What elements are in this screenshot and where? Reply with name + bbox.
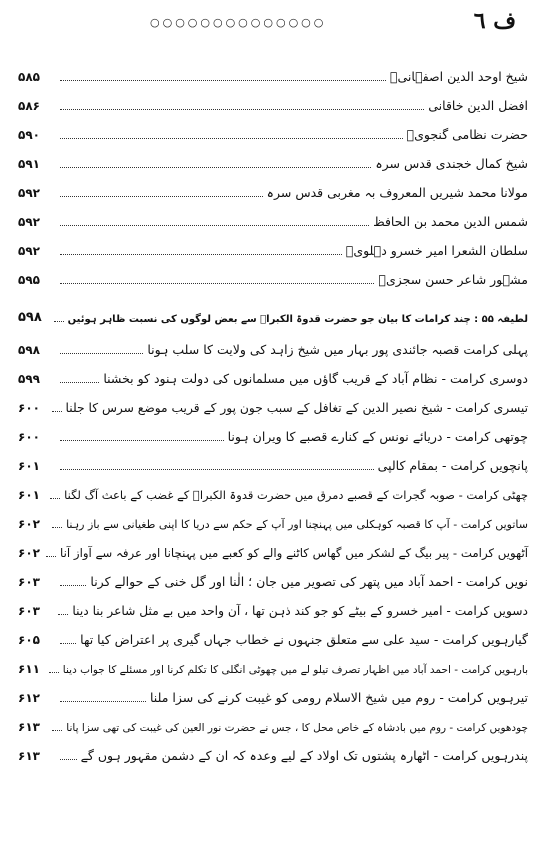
dot-leader [60,585,86,586]
toc-page-number: ۶۱۱ [18,662,40,676]
toc-page-number: ۵۹۵ [18,273,40,287]
toc-entry [18,93,528,115]
toc-item-title: نویں کرامت - احمد آباد میں پتھر کی تصویر میں جان ؛ الٰنا اور گل خنی کے حوالے کرنا [90,574,528,589]
toc-item-title: بارہویں کرامت - احمد آباد میں اظہار تصرف تیلو لے میں چھوٹی انگلی کا تکلم کرنا اور مسئلے کا جواب دینا [62,664,528,676]
toc-section-heading [18,305,528,327]
toc-entry-title: شمس الدین محمد بن الحافظ [373,214,528,229]
toc-page-number: ۶۰۳ [18,604,40,618]
dot-leader [52,730,62,731]
dot-leader [60,283,374,284]
toc-page-number: ۵۹۱ [18,157,40,171]
toc-item [18,366,528,388]
toc-item [18,714,528,736]
dot-leader [52,527,62,528]
toc-page-number: ۵۹۲ [18,215,40,229]
toc-page-number: ۶۰۰ [18,401,40,415]
dot-leader [60,382,99,383]
toc-page-number: ۵۹۸ [18,310,42,325]
toc-item [18,482,528,504]
toc-item [18,598,528,620]
dot-leader [54,321,64,322]
toc-entry-title: مشہور شاعر حسن سجزیؒ [378,272,528,287]
toc-item-title: تیسری کرامت - شیخ نصیر الدین کے تغافل کے سبب جون پور کے قریب موضع سرس کا جلنا [65,401,528,415]
toc-entry [18,122,528,144]
toc-entry-title: سلطان الشعرا امیر خسرو دہلویؒ [345,243,528,258]
toc-page-number: ۶۰۱ [18,488,40,502]
toc-entry [18,151,528,173]
toc-entry-title: شیخ اوحد الدین اصفہانیؒ [390,69,528,84]
toc-entry [18,209,528,231]
toc-item [18,743,528,765]
toc-entry [18,238,528,260]
toc-item-title: ساتویں کرامت - آپ کا قصبہ کوہکلی میں پہنچنا اور آپ کے حکم سے دریا کا اپنی طغیانی سے باز رہنا [66,518,528,531]
toc-page-number: ۵۸۶ [18,99,40,113]
page-header [0,0,540,40]
toc-entry [18,64,528,86]
toc-item-title: پانچویں کرامت - بمقام کالپی [377,458,528,473]
dot-leader [52,411,62,412]
page-label: ف ٦ [473,8,516,34]
toc-item-title: دسویں کرامت - امیر خسرو کے بیٹے کو جو کند ذہن تھا ، آن واحد میں بے مثل شاعر بنا دینا [72,604,528,618]
dot-leader [60,643,76,644]
toc-page-number: ۶۱۲ [18,691,40,705]
toc-page-number: ۵۸۵ [18,70,40,84]
toc-page-number: ۶۱۳ [18,720,40,734]
toc-item-title: گیارہویں کرامت - سید علی سے متعلق جنہوں نے خطاب جہاں گیری پر اعتراض کیا تھا [80,632,528,647]
toc-item-title: پندرہویں کرامت - اٹھارہ پشتوں تک اولاد کے لیے وعدہ کہ ان کے دشمن مقہور ہوں گے [80,748,528,763]
dot-leader [60,138,403,139]
toc-page-number: ۶۰۵ [18,633,40,647]
dot-leader [49,672,59,673]
toc-entry [18,267,528,289]
toc-page-number: ۶۰۲ [18,517,40,531]
toc-page-number: ۵۹۲ [18,244,40,258]
toc-page-number: ۶۰۱ [18,459,40,473]
toc-entry-title: افضل الدین خاقانی [428,98,528,113]
toc-item [18,395,528,417]
dot-leader [50,498,60,499]
toc-entry-title: شیخ کمال خجندی قدس سرہ [375,156,528,171]
toc-item [18,685,528,707]
toc-page-number: ۵۹۲ [18,186,40,200]
dot-leader [60,109,424,110]
dot-leader [60,254,342,255]
header-ornament: ○○○○○○○○○○○○○○ [150,16,327,29]
dot-leader [60,80,386,81]
toc-item [18,453,528,475]
toc-page-number: ۶۰۳ [18,575,40,589]
toc-entry-title: مولانا محمد شیریں المعروف بہ مغربی قدس سرہ [266,185,528,200]
toc-page-number: ۵۹۹ [18,372,40,386]
dot-leader [60,353,143,354]
toc-entry-title: حضرت نظامی گنجویؒ [406,127,528,142]
dot-leader [60,701,146,702]
toc-page-number: ۶۱۳ [18,749,40,763]
dot-leader [60,759,77,760]
section-title: لطیفہ ۵۵ : چند کرامات کا بیان جو حضرت قدوۃ الکبراؒ سے بعض لوگوں کی نسبت ظاہر ہوئیں [67,314,528,325]
toc-item-title: چوتھی کرامت - دریائے نونس کے کنارے قصبے کا ویران ہونا [227,429,528,444]
toc-item [18,656,528,678]
toc-page-number: ۶۰۲ [18,546,40,560]
dot-leader [60,225,369,226]
toc-item [18,424,528,446]
toc-entry [18,180,528,202]
toc-item-title: تیرہویں کرامت - روم میں شیخ الاسلام رومی کو غیبت کرنے کی سزا ملنا [150,690,528,705]
toc-item [18,540,528,562]
toc-item [18,337,528,359]
dot-leader [60,196,263,197]
toc-item-title: چودھویں کرامت - روم میں بادشاہ کے خاص محل کا ، جس نے حضرت نور العین کی غیبت کی تھی سزا پانا [66,722,528,734]
toc-item-title: پہلی کرامت قصبہ جائندی پور بہار میں شیخ زاہد کی ولایت کا سلب ہونا [147,342,528,357]
toc-page-number: ۵۹۸ [18,343,40,357]
toc-item [18,569,528,591]
toc-item-title: دوسری کرامت - نظام آباد کے قریب گاؤں میں مسلمانوں کی دولت ہنود کو بخشنا [103,371,528,386]
toc-item-title: آٹھویں کرامت - پیر بیگ کے لشکر میں گھاس کاٹنے والے کو کعبے میں پہنچانا اور عرفہ سے آواز آنا [60,546,528,560]
toc-item [18,627,528,649]
toc-page-number: ۵۹۰ [18,128,40,142]
toc-item [18,511,528,533]
toc-item-title: چھٹی کرامت - صوبہ گجرات کے قصبے دمرق میں حضرت قدوۃ الکبراؒ کے غضب کے باعث آگ لگنا [64,488,528,502]
dot-leader [60,440,224,441]
dot-leader [60,469,374,470]
toc-page-number: ۶۰۰ [18,430,40,444]
dot-leader [58,614,68,615]
dot-leader [46,556,56,557]
dot-leader [60,167,371,168]
